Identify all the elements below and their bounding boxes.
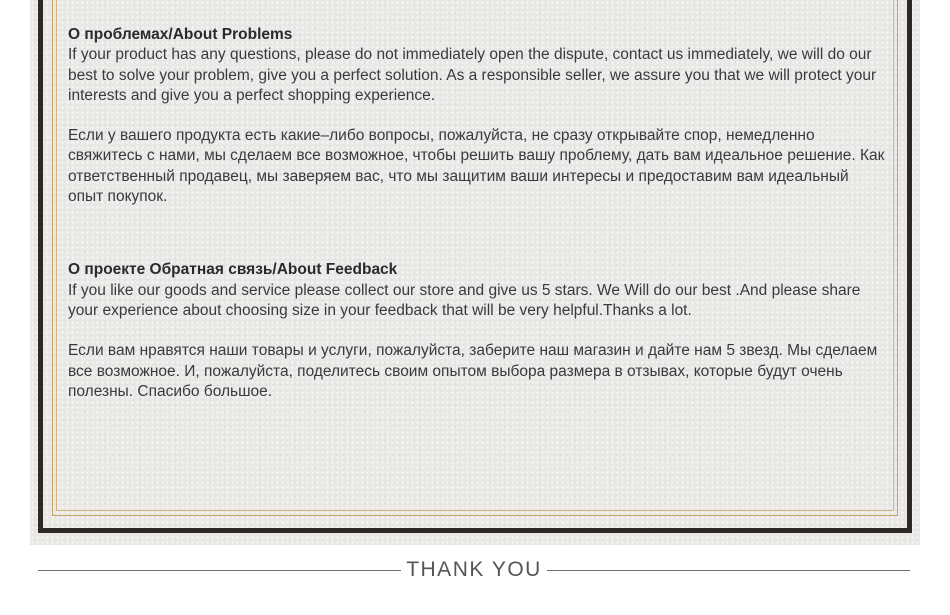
about-problems-heading: О проблемах/About Problems [68, 26, 293, 43]
notice-content [68, 25, 888, 402]
about-feedback-russian: Если вам нравятся наши товары и услуги, пожалуйста, заберите наш магазин и дайте нам 5 звезд. Мы сделаем все возможное. И, пожалуйста, поделитесь своим опытом выбора размера в отзывах, которые будут очень полезны. Спасибо большое. [68, 342, 878, 400]
thank-you-footer [38, 555, 910, 585]
footer-rule-right [547, 570, 910, 571]
thank-you-text: THANK YOU [406, 558, 542, 581]
about-problems-russian: Если у вашего продукта есть какие–либо вопросы, пожалуйста, не сразу открывайте спор, немедленно свяжитесь с нами, мы сделаем все возможное, чтобы решить вашу проблему, дать вам идеальное решение. Как ответственный продавец, мы заверяем вас, что мы защитим ваши интересы и предоставим вам идеальный опыт покупок. [68, 127, 885, 206]
footer-rule-left [38, 570, 401, 571]
about-feedback-section [68, 260, 888, 402]
about-problems-english: If your product has any questions, please do not immediately open the dispute, contact us immediately, we will do our best to solve your problem, give you a perfect solution. As a responsible seller, we assure you that we will protect your interests and give you a perfect shopping experience. [68, 46, 877, 104]
about-problems-section [68, 25, 888, 207]
about-feedback-heading: О проекте Обратная связь/About Feedback [68, 261, 398, 279]
about-feedback-english: If you like our goods and service please collect our store and give us 5 stars. We Will do our best .And please share your experience about choosing size in your feedback that will be very helpful.Thanks a lot. [68, 281, 861, 319]
